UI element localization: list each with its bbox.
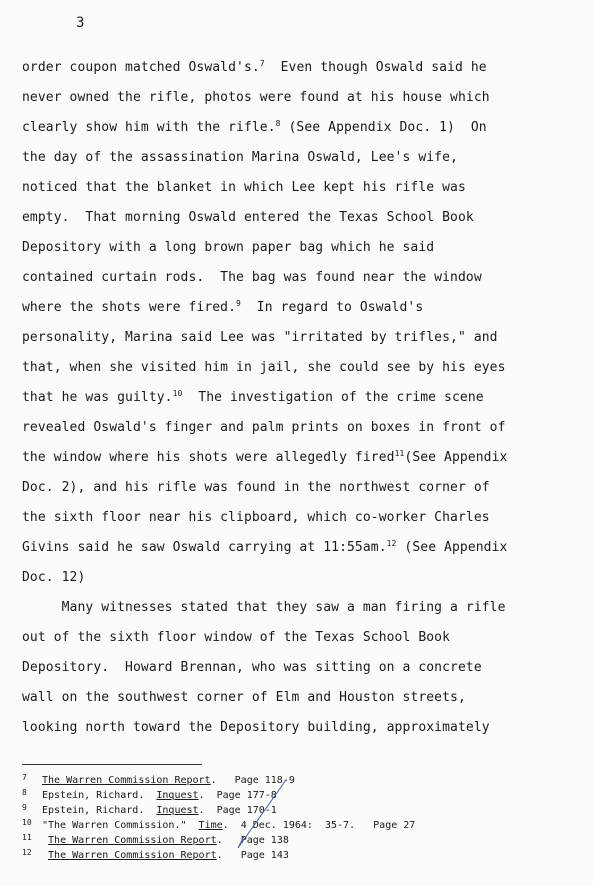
footnote-item bbox=[22, 817, 415, 832]
body-line-text-continued: (See Appendix Doc. 1) On bbox=[280, 120, 487, 135]
footnote-item bbox=[22, 832, 289, 847]
body-line bbox=[22, 90, 490, 106]
body-line bbox=[22, 390, 484, 406]
footnote-item bbox=[22, 787, 277, 802]
body-line bbox=[22, 600, 506, 616]
body-line bbox=[22, 630, 450, 646]
body-line-text: out of the sixth floor window of the Texas School Book bbox=[22, 630, 451, 645]
body-line bbox=[22, 270, 482, 286]
footnote-source-title: Inquest bbox=[156, 805, 199, 816]
body-line-text: where the shots were fired. bbox=[22, 300, 237, 315]
body-line bbox=[22, 150, 458, 166]
footnote-page-ref: . Page 118-9 bbox=[210, 775, 295, 786]
body-line-text: empty. That morning Oswald entered the Texas School Book bbox=[22, 210, 474, 225]
body-line bbox=[22, 210, 474, 226]
footnote-page-ref: . Page 138 bbox=[216, 835, 289, 846]
body-line bbox=[22, 330, 498, 346]
footnote-item bbox=[22, 847, 289, 862]
footnote-number: 9 bbox=[22, 803, 27, 812]
footnote-divider bbox=[22, 764, 202, 765]
body-line bbox=[22, 240, 434, 256]
body-line-text: noticed that the blanket in which Lee kept his rifle was bbox=[22, 180, 466, 195]
body-line bbox=[22, 60, 487, 76]
footnote-source-title: Inquest bbox=[156, 790, 199, 801]
footnote-item bbox=[22, 772, 295, 787]
body-line-text: the sixth floor near his clipboard, which co-worker Charles bbox=[22, 510, 490, 525]
page-number: 3 bbox=[76, 15, 85, 31]
body-line bbox=[22, 720, 490, 736]
body-line-text: Depository. Howard Brennan, who was sitting on a concrete bbox=[22, 660, 482, 675]
footnote-author: Epstein, Richard. bbox=[42, 805, 157, 816]
body-line bbox=[22, 510, 490, 526]
body-line-text: clearly show him with the rifle. bbox=[22, 120, 276, 135]
footnote-number: 10 bbox=[22, 818, 32, 827]
footnote-number: 8 bbox=[22, 788, 27, 797]
body-line-text: looking north toward the Depository building, approximately bbox=[22, 720, 490, 735]
body-line bbox=[22, 450, 507, 466]
body-line-text: Doc. 2), and his rifle was found in the northwest corner of bbox=[22, 480, 490, 495]
body-line-text: never owned the rifle, photos were found at his house which bbox=[22, 90, 490, 105]
body-line bbox=[22, 360, 506, 376]
body-line bbox=[22, 480, 490, 496]
body-line-text: Doc. 12) bbox=[22, 570, 86, 585]
body-line-text-continued: In regard to Oswald's bbox=[240, 300, 424, 315]
footnote-marker: 12 bbox=[386, 539, 397, 548]
body-line bbox=[22, 690, 466, 706]
body-line-text: the day of the assassination Marina Oswald, Lee's wife, bbox=[22, 150, 458, 165]
footnote-page-ref: . 4 Dec. 1964: 35-7. Page 27 bbox=[222, 820, 416, 831]
footnote-marker: 10 bbox=[172, 389, 183, 398]
footnote-number: 7 bbox=[22, 773, 27, 782]
body-line-text-continued: The investigation of the crime scene bbox=[182, 390, 484, 405]
body-line-text: that, when she visited him in jail, she could see by his eyes bbox=[22, 360, 506, 375]
footnote-number: 11 bbox=[22, 833, 32, 842]
footnote-author: "The Warren Commission." bbox=[42, 820, 199, 831]
footnote-page-ref: . Page 143 bbox=[216, 850, 289, 861]
body-line-text: wall on the southwest corner of Elm and Houston streets, bbox=[22, 690, 466, 705]
footnote-item bbox=[22, 802, 277, 817]
footnote-marker: 7 bbox=[259, 59, 265, 68]
footnote-number: 12 bbox=[22, 848, 32, 857]
body-line-text: Depository with a long brown paper bag which he said bbox=[22, 240, 435, 255]
body-line bbox=[22, 180, 466, 196]
body-line-text-continued: (See Appendix bbox=[396, 540, 508, 555]
body-line bbox=[22, 120, 487, 136]
body-line-text: that he was guilty. bbox=[22, 390, 173, 405]
footnote-source-title: Time bbox=[198, 820, 223, 831]
body-line-text: Many witnesses stated that they saw a man firing a rifle bbox=[22, 600, 506, 615]
body-line bbox=[22, 660, 482, 676]
body-line bbox=[22, 420, 506, 436]
body-line bbox=[22, 540, 507, 556]
body-line-text-continued: Even though Oswald said he bbox=[264, 60, 487, 75]
footnote-source-title: The Warren Commission Report bbox=[48, 850, 217, 861]
footnote-source-title: The Warren Commission Report bbox=[48, 835, 217, 846]
footnote-marker: 8 bbox=[275, 119, 281, 128]
footnote-source-title: The Warren Commission Report bbox=[42, 775, 211, 786]
body-line-text: the window where his shots were allegedly fired bbox=[22, 450, 395, 465]
body-line-text-continued: (See Appendix bbox=[404, 450, 508, 465]
body-line bbox=[22, 570, 85, 586]
body-line bbox=[22, 300, 423, 316]
footnote-marker: 11 bbox=[394, 449, 405, 458]
footnote-page-ref: . Page 177-8 bbox=[198, 790, 277, 801]
footnote-author: Epstein, Richard. bbox=[42, 790, 157, 801]
footnote-page-ref: . Page 170-1 bbox=[198, 805, 277, 816]
body-line-text: personality, Marina said Lee was "irritated by trifles," and bbox=[22, 330, 498, 345]
body-line-text: order coupon matched Oswald's. bbox=[22, 60, 260, 75]
body-line-text: revealed Oswald's finger and palm prints on boxes in front of bbox=[22, 420, 506, 435]
body-line-text: Givins said he saw Oswald carrying at 11:55am. bbox=[22, 540, 387, 555]
footnote-marker: 9 bbox=[236, 299, 241, 308]
body-line-text: contained curtain rods. The bag was found near the window bbox=[22, 270, 482, 285]
